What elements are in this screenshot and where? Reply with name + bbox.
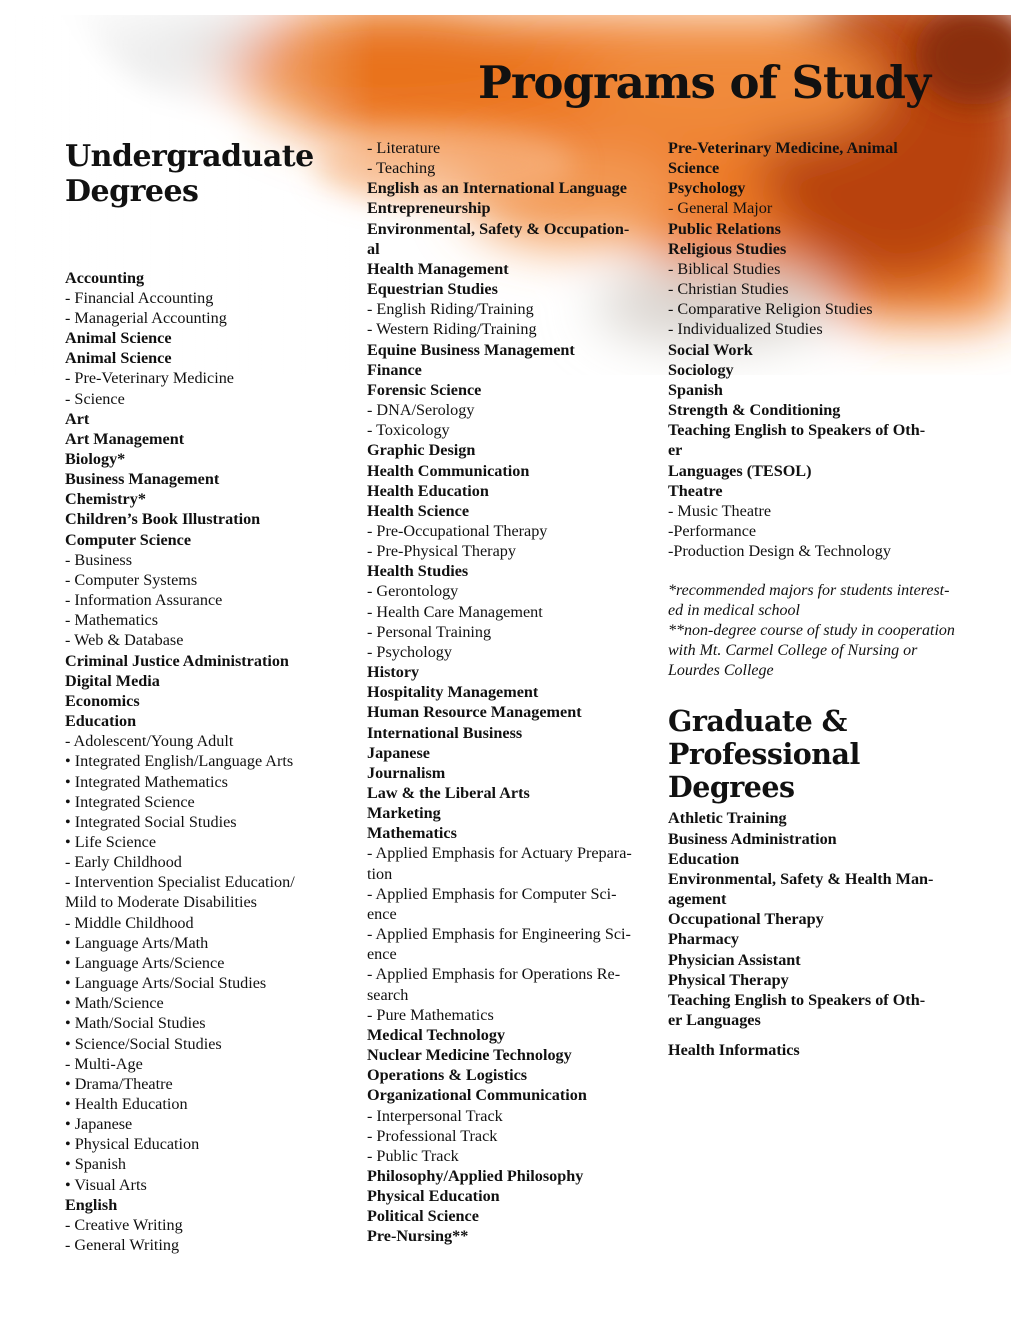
- program-item: Art Management: [65, 429, 185, 448]
- program-subitem: - Public Track: [367, 1146, 459, 1165]
- footnote-line: *recommended majors for students interest-: [668, 582, 950, 600]
- program-subitem: - Health Care Management: [367, 602, 543, 621]
- program-subitem: • Integrated Science: [65, 792, 195, 811]
- program-subitem: ence: [367, 945, 397, 964]
- program-subitem: - Applied Emphasis for Actuary Prepara-: [367, 844, 632, 863]
- program-subitem: • Spanish: [65, 1155, 126, 1174]
- program-item: Computer Science: [65, 530, 192, 549]
- program-item: al: [367, 239, 380, 258]
- program-item: Health Education: [367, 481, 489, 500]
- program-item: Religious Studies: [668, 239, 787, 258]
- program-subitem: - DNA/Serology: [367, 401, 475, 420]
- graduate-program-list: [668, 808, 964, 1060]
- program-item: Human Resource Management: [367, 703, 582, 722]
- program-subitem: - Applied Emphasis for Engineering Sci-: [367, 925, 631, 944]
- program-subitem: - Pre-Occupational Therapy: [367, 521, 548, 540]
- program-subitem: ence: [367, 904, 397, 923]
- program-item: Forensic Science: [367, 380, 482, 399]
- program-subitem: • Science/Social Studies: [65, 1034, 222, 1053]
- program-subitem: - Biblical Studies: [668, 259, 781, 278]
- column-2: [367, 138, 657, 1247]
- program-item: Business Management: [65, 470, 220, 489]
- program-item: English as an International Language: [367, 179, 627, 198]
- program-subitem: - Professional Track: [367, 1126, 498, 1145]
- program-subitem: • Visual Arts: [65, 1175, 147, 1194]
- program-subitem: - General Major: [668, 199, 773, 218]
- program-item: Sociology: [668, 360, 734, 379]
- program-subitem: - Pure Mathematics: [367, 1005, 494, 1024]
- program-subitem: - Intervention Specialist Education/: [65, 873, 295, 892]
- program-item: Accounting: [65, 268, 145, 287]
- program-subitem: Mild to Moderate Disabilities: [65, 893, 257, 912]
- program-subitem: - Comparative Religion Studies: [668, 300, 873, 319]
- program-subitem: - English Riding/Training: [367, 300, 534, 319]
- program-item: Medical Technology: [367, 1025, 506, 1044]
- program-item: Pre-Veterinary Medicine, Animal: [668, 139, 898, 157]
- program-subitem: • Physical Education: [65, 1135, 200, 1154]
- program-subitem: • Health Education: [65, 1095, 188, 1113]
- undergraduate-heading: Undergraduate Degrees: [65, 139, 314, 209]
- graduate-program-item: Physical Therapy: [668, 970, 789, 989]
- graduate-heading: Graduate & Professional Degrees: [668, 704, 860, 805]
- program-item: Hospitality Management: [367, 683, 539, 702]
- program-subitem: - Science: [65, 389, 125, 408]
- footnote-line: **non-degree course of study in cooperation: [668, 622, 955, 640]
- program-item: er: [668, 441, 683, 460]
- program-subitem: • Language Arts/Science: [65, 953, 225, 972]
- program-list-col-2: [367, 138, 657, 1247]
- program-item: Spanish: [668, 380, 723, 399]
- program-item: Journalism: [367, 763, 446, 782]
- program-item: Psychology: [668, 179, 746, 198]
- program-subitem: - Personal Training: [367, 622, 492, 641]
- program-item: Health Science: [367, 501, 470, 520]
- program-item: Health Studies: [367, 562, 469, 581]
- program-item: Japanese: [367, 743, 430, 762]
- program-subitem: • Integrated Social Studies: [65, 812, 237, 831]
- program-subitem: -Production Design & Technology: [668, 542, 891, 561]
- program-item: International Business: [367, 723, 523, 742]
- program-item: Animal Science: [65, 329, 172, 348]
- program-item: Economics: [65, 691, 140, 710]
- program-subitem: - Computer Systems: [65, 570, 198, 589]
- program-item: Biology*: [65, 450, 126, 468]
- graduate-program-item: Physician Assistant: [668, 950, 801, 969]
- graduate-program-item: Pharmacy: [668, 930, 740, 949]
- program-item: Health Management: [367, 259, 509, 278]
- program-subitem: - Psychology: [367, 642, 452, 661]
- program-subitem: - Applied Emphasis for Computer Sci-: [367, 884, 617, 903]
- footnotes: [668, 581, 964, 681]
- graduate-program-item: er Languages: [668, 1010, 761, 1029]
- program-item: Equine Business Management: [367, 340, 575, 359]
- graduate-program-item: Environmental, Safety & Health Man-: [668, 869, 934, 888]
- program-subitem: - Christian Studies: [668, 280, 789, 299]
- program-subitem: - Literature: [367, 139, 441, 157]
- graduate-program-item: Athletic Training: [668, 809, 787, 828]
- program-item: Organizational Communication: [367, 1086, 587, 1105]
- footnote-line: ed in medical school: [668, 602, 800, 620]
- program-item: Philosophy/Applied Philosophy: [367, 1166, 584, 1185]
- graduate-program-item: agement: [668, 890, 727, 909]
- program-subitem: • Life Science: [65, 832, 157, 851]
- program-item: Science: [668, 159, 720, 178]
- program-subitem: • Integrated English/Language Arts: [65, 752, 294, 771]
- program-item: Graphic Design: [367, 441, 476, 460]
- program-item: Chemistry*: [65, 490, 146, 509]
- program-item: Pre-Nursing**: [367, 1227, 469, 1246]
- program-subitem: • Language Arts/Math: [65, 933, 209, 952]
- program-subitem: - Pre-Veterinary Medicine: [65, 369, 234, 388]
- program-subitem: - Gerontology: [367, 582, 459, 601]
- program-subitem: • Math/Science: [65, 994, 164, 1013]
- program-item: Finance: [367, 360, 422, 379]
- program-item: English: [65, 1195, 118, 1214]
- program-subitem: -Performance: [668, 521, 757, 540]
- program-item: Children’s Book Illustration: [65, 510, 261, 529]
- program-subitem: • Japanese: [65, 1115, 133, 1134]
- program-item: Political Science: [367, 1207, 479, 1226]
- graduate-program-item: Business Administration: [668, 829, 837, 848]
- program-subitem: - Multi-Age: [65, 1054, 143, 1073]
- program-list-col-1: [65, 268, 350, 1256]
- program-subitem: • Drama/Theatre: [65, 1074, 173, 1093]
- program-item: History: [367, 663, 420, 682]
- graduate-program-item: Teaching English to Speakers of Oth-: [668, 990, 926, 1009]
- program-subitem: - Western Riding/Training: [367, 320, 537, 339]
- program-subitem: • Math/Social Studies: [65, 1014, 206, 1033]
- program-item: Criminal Justice Administration: [65, 651, 289, 670]
- page-title: Programs of Study: [478, 56, 931, 109]
- graduate-program-item: Health Informatics: [668, 1041, 800, 1060]
- program-item: Operations & Logistics: [367, 1066, 528, 1085]
- program-subitem: - Information Assurance: [65, 591, 223, 610]
- column-1: [65, 140, 350, 1255]
- program-subitem: • Language Arts/Social Studies: [65, 974, 267, 993]
- program-item: Nuclear Medicine Technology: [367, 1046, 572, 1065]
- footnote-line: with Mt. Carmel College of Nursing or: [668, 642, 918, 660]
- program-subitem: - Pre-Physical Therapy: [367, 542, 516, 561]
- program-subitem: - Managerial Accounting: [65, 308, 227, 327]
- program-subitem: - Mathematics: [65, 611, 159, 630]
- program-subitem: search: [367, 985, 409, 1004]
- program-item: Physical Education: [367, 1187, 500, 1206]
- program-subitem: - Toxicology: [367, 421, 450, 440]
- program-subitem: - Applied Emphasis for Operations Re-: [367, 965, 621, 984]
- program-item: Health Communication: [367, 461, 530, 480]
- graduate-section: [668, 705, 964, 1060]
- program-subitem: - Middle Childhood: [65, 913, 194, 932]
- program-subitem: - Creative Writing: [65, 1215, 183, 1234]
- program-item: Mathematics: [367, 824, 457, 843]
- column-3: [668, 138, 964, 1060]
- footnote-line: Lourdes College: [668, 662, 774, 680]
- program-item: Digital Media: [65, 671, 160, 690]
- program-item: Theatre: [668, 481, 723, 500]
- program-subitem: • Integrated Mathematics: [65, 772, 228, 791]
- program-item: Entrepreneurship: [367, 199, 491, 218]
- program-item: Education: [65, 712, 137, 731]
- program-item: Teaching English to Speakers of Oth-: [668, 421, 926, 440]
- program-item: Marketing: [367, 804, 441, 823]
- program-subitem: - Business: [65, 550, 133, 569]
- program-item: Animal Science: [65, 349, 172, 368]
- program-item: Strength & Conditioning: [668, 401, 841, 420]
- program-list-col-3: [668, 138, 964, 561]
- program-item: Law & the Liberal Arts: [367, 784, 530, 802]
- program-item: Public Relations: [668, 219, 781, 238]
- program-subitem: - Individualized Studies: [668, 320, 823, 339]
- program-subitem: - Teaching: [367, 159, 436, 178]
- program-item: Languages (TESOL): [668, 461, 812, 480]
- program-subitem: - Music Theatre: [668, 501, 772, 520]
- program-subitem: tion: [367, 864, 393, 883]
- program-item: Equestrian Studies: [367, 280, 498, 299]
- program-subitem: - General Writing: [65, 1236, 180, 1255]
- program-item: Environmental, Safety & Occupation-: [367, 219, 630, 238]
- program-subitem: - Adolescent/Young Adult: [65, 732, 234, 751]
- program-subitem: - Early Childhood: [65, 853, 182, 872]
- program-item: Art: [65, 409, 90, 428]
- graduate-program-item: Occupational Therapy: [668, 910, 824, 929]
- program-subitem: - Financial Accounting: [65, 288, 214, 307]
- program-item: Social Work: [668, 340, 753, 359]
- graduate-program-item: Education: [668, 849, 740, 868]
- program-subitem: - Web & Database: [65, 631, 184, 650]
- program-subitem: - Interpersonal Track: [367, 1106, 503, 1125]
